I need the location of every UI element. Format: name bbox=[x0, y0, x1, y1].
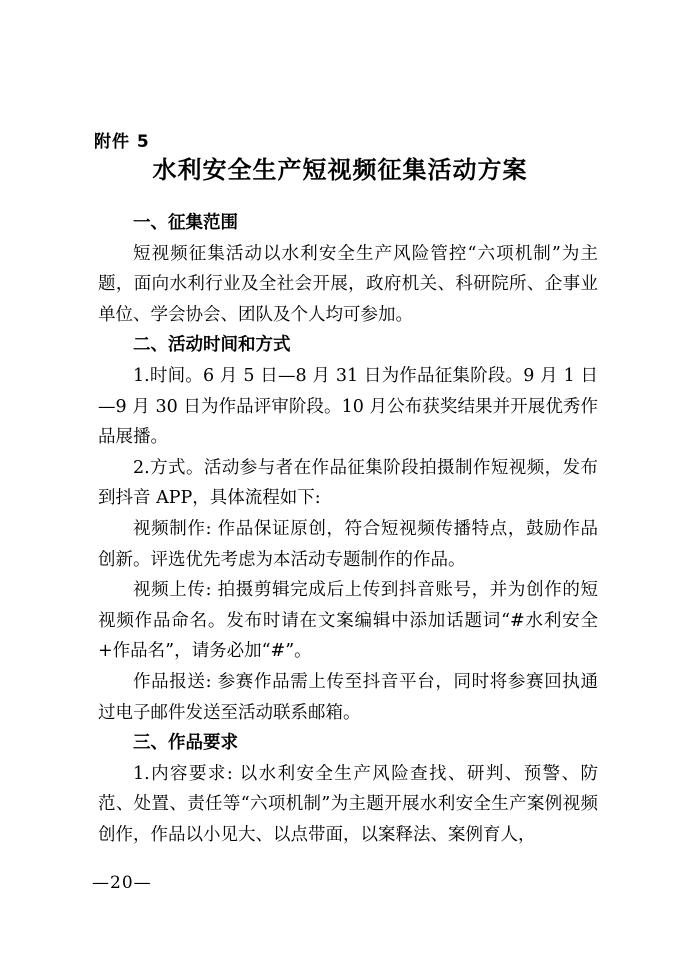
paragraph-method: 2.方式。活动参与者在作品征集阶段拍摄制作短视频，发布到抖音 APP，具体流程如下: bbox=[98, 457, 598, 509]
paragraph-video-production: 视频制作: 作品保证原创，符合短视频传播特点，鼓励作品创新。评选优先考虑为本活动专题制作的作品。 bbox=[98, 518, 598, 570]
section-heading-time-method: 二、活动时间和方式 bbox=[133, 335, 291, 356]
document-body bbox=[98, 208, 598, 850]
paragraph-time: 1.时间。6 月 5 日—8 月 31 日为作品征集阶段。9 月 1 日—9 月 30 日为作品评审阶段。10 月公布获奖结果并开展优秀作品展播。 bbox=[98, 365, 598, 448]
paragraph-video-upload: 视频上传: 拍摄剪辑完成后上传到抖音账号，并为创作的短视频作品命名。发布时请在文案编辑中添加话题词“#水利安全+作品名”，请务必加“#”。 bbox=[98, 580, 598, 662]
paragraph-content-requirements: 1.内容要求: 以水利安全生产风险查找、研判、预警、防范、处置、责任等“六项机制”为主题开展水利安全生产案例视频创作，作品以小见大、以点带面，以案释法、案例育人， bbox=[98, 763, 598, 845]
page-number: —20— bbox=[92, 873, 152, 893]
paragraph-scope: 短视频征集活动以水利安全生产风险管控“六项机制”为主题，面向水利行业及全社会开展，政府机关、科研院所、企事业单位、学会协会、团队及个人均可参加。 bbox=[98, 243, 598, 325]
section-heading-scope: 一、征集范围 bbox=[133, 213, 238, 233]
paragraph-submission: 作品报送: 参赛作品需上传至抖音平台，同时将参赛回执通过电子邮件发送至活动联系邮箱。 bbox=[98, 671, 598, 723]
section-heading-requirements: 三、作品要求 bbox=[133, 733, 238, 754]
attachment-label: 附件 5 bbox=[94, 132, 150, 152]
document-title: 水利安全生产短视频征集活动方案 bbox=[152, 156, 528, 184]
